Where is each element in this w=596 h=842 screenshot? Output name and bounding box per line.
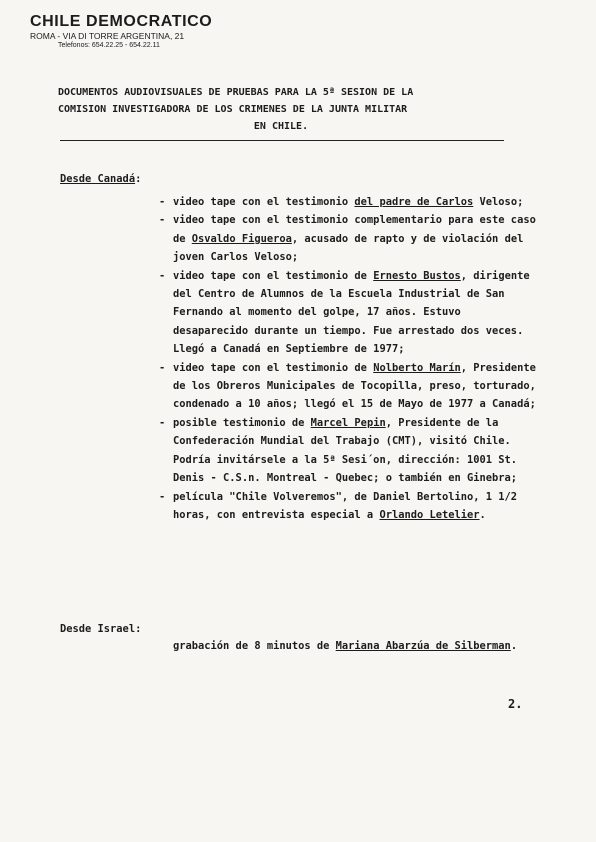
- item-name: Marcel Pepin: [310, 416, 386, 429]
- item-name: Nolberto Marín: [373, 361, 461, 374]
- item-name: Mariana Abarzúa de Silberman: [335, 640, 511, 652]
- title-line-2: COMISION INVESTIGADORA DE LOS CRIMENES DE LA JUNTA MILITAR: [58, 104, 408, 115]
- section-label-israel: Desde Israel:: [60, 623, 142, 635]
- list-item: [159, 414, 541, 488]
- title-line-3: EN CHILE.: [253, 121, 309, 132]
- item-text: .: [479, 508, 486, 521]
- item-text: posible testimonio de: [173, 416, 311, 429]
- list-item: [159, 359, 541, 414]
- item-text: video tape con el testimonio de: [173, 361, 374, 374]
- page-number: 2.: [508, 697, 523, 711]
- list-item: [159, 488, 541, 525]
- list-item: [159, 193, 541, 211]
- item-text: video tape con el testimonio de: [173, 269, 374, 282]
- canada-label-text: Desde Canadá: [60, 173, 136, 185]
- item-text: video tape con el testimonio complementario para este caso de: [173, 214, 536, 245]
- item-text: , dirigente del Centro de Alumnos de la Escuela Industrial de San Fernando al momento del golpe, 17 años. Estuvo desaparecido durante un tiempo. Fue arrestado dos veces. Llegó a Canadá en Septiembre de 1977;: [173, 269, 530, 356]
- list-item: [159, 267, 541, 359]
- item-name: Ernesto Bustos: [373, 269, 461, 282]
- item-text: , Presidente de la Confederación Mundial del Trabajo (CMT), visitó Chile. Podría invitársele a la 5ª Sesi´on, dirección: 1001 St. Denis - C.S.n. Montreal - Quebec; o también en Ginebra;: [173, 416, 518, 485]
- letterhead-address: ROMA - VIA DI TORRE ARGENTINA, 21: [30, 31, 185, 41]
- item-name: del padre de Carlos: [354, 196, 474, 208]
- list-dash: -: [159, 269, 166, 282]
- document-title: [58, 84, 504, 135]
- list-dash: -: [159, 196, 166, 208]
- item-text: Veloso;: [473, 196, 524, 208]
- canada-label-colon: :: [135, 173, 142, 185]
- israel-item: [173, 637, 533, 656]
- item-text: grabación de 8 minutos de: [173, 640, 336, 652]
- list-dash: -: [159, 361, 166, 374]
- item-text: , acusado de rapto y de violación del joven Carlos Veloso;: [173, 232, 524, 264]
- list-dash: -: [159, 490, 166, 503]
- item-name: Osvaldo Figueroa: [191, 232, 292, 245]
- item-name: Orlando Letelier: [379, 508, 480, 521]
- letterhead-phones: Telefonos: 654.22.25 - 654.22.11: [58, 42, 160, 49]
- item-text: video tape con el testimonio: [173, 196, 355, 208]
- letterhead-name: CHILE DEMOCRATICO: [30, 13, 213, 30]
- list-dash: -: [159, 416, 166, 429]
- title-rule: [60, 140, 504, 141]
- item-text: película "Chile Volveremos", de Daniel Bertolino, 1 1/2 horas, con entrevista especial a: [173, 490, 518, 521]
- title-line-1: DOCUMENTOS AUDIOVISUALES DE PRUEBAS PARA LA 5ª SESION DE LA: [58, 87, 414, 98]
- canada-list: [159, 193, 541, 524]
- item-text: .: [510, 640, 518, 652]
- section-label-canada: [60, 173, 141, 185]
- item-text: , Presidente de los Obreros Municipales de Tocopilla, preso, torturado, condenado a 10 años; llegó el 15 de Mayo de 1977 a Canadá;: [173, 361, 536, 411]
- list-dash: -: [159, 214, 166, 227]
- list-item: [159, 211, 541, 266]
